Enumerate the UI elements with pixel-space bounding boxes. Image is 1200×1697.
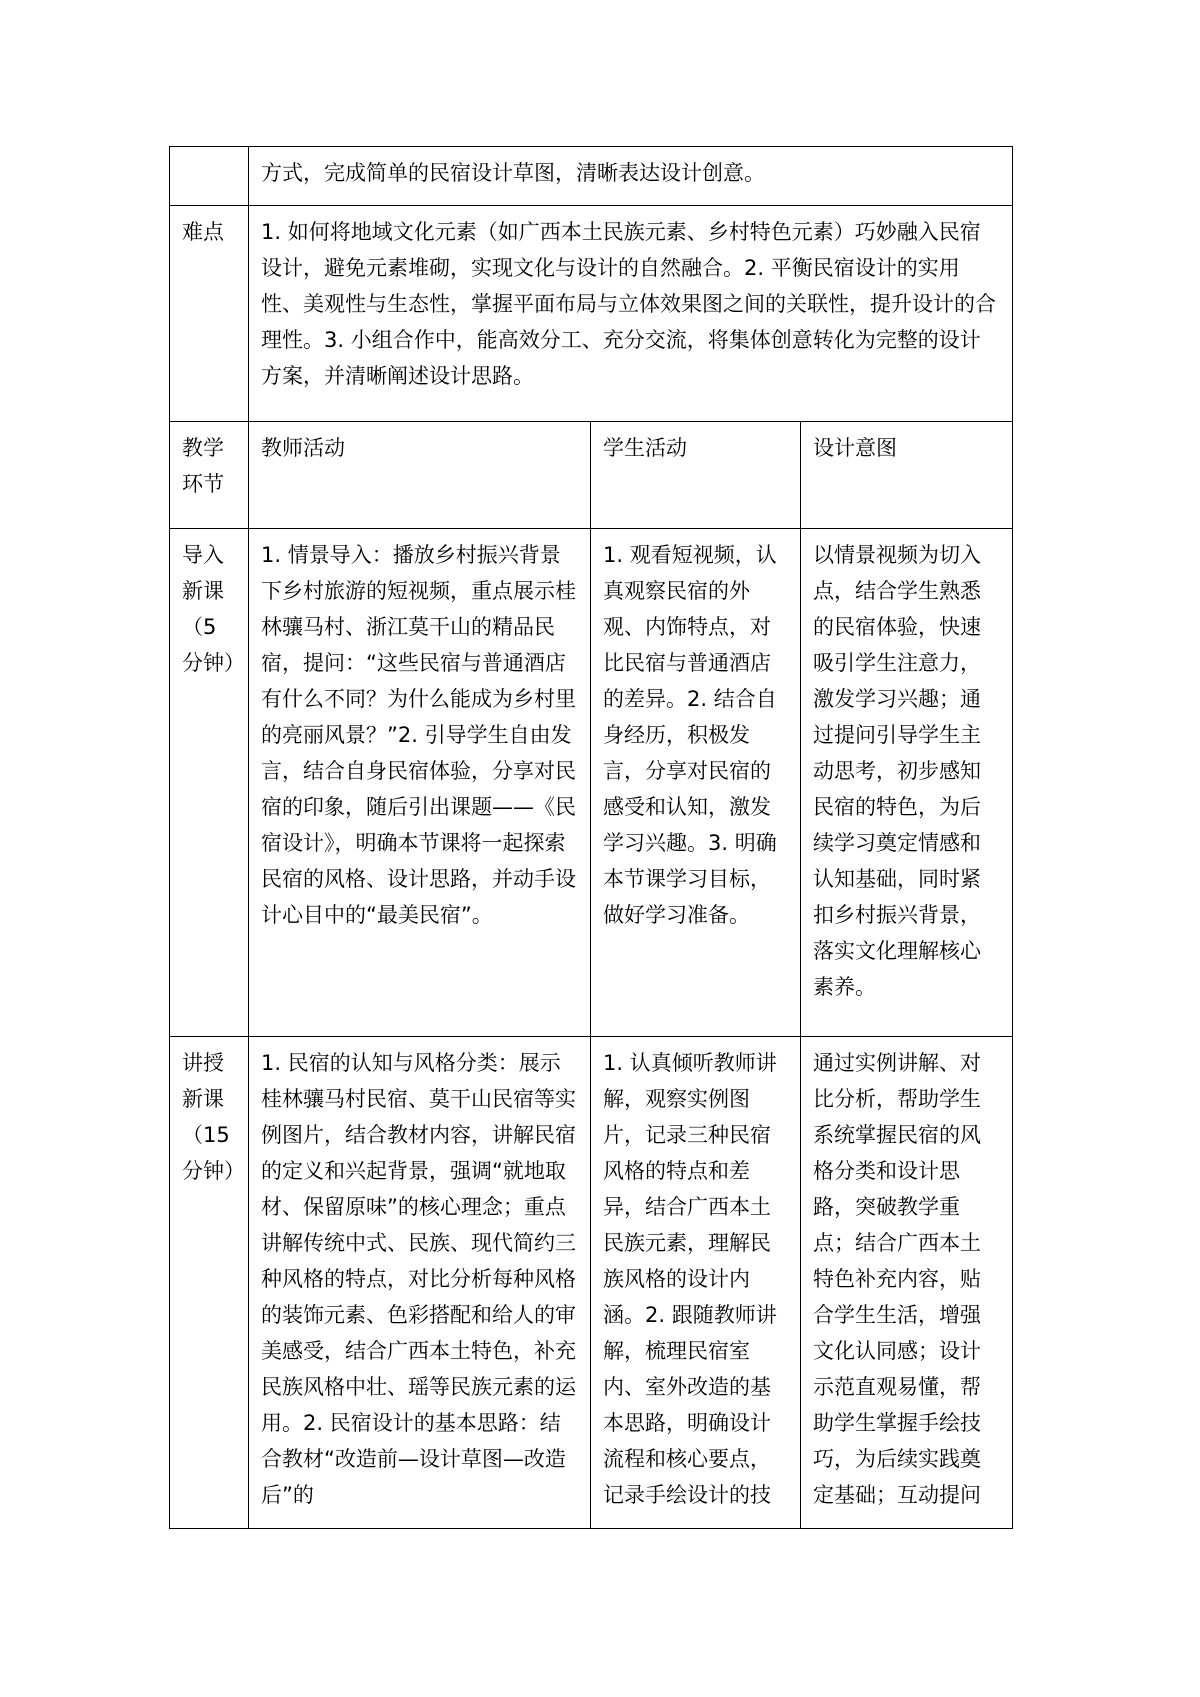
header-stage: 教学环节 [170, 422, 249, 529]
intro-stage: 导入新课（5分钟） [170, 529, 249, 1037]
table-row-new-lesson [170, 1037, 1013, 1529]
difficulty-content: 1. 如何将地域文化元素（如广西本土民族元素、乡村特色元素）巧妙融入民宿设计，避免元素堆砌，实现文化与设计的自然融合。2. 平衡民宿设计的实用性、美观性与生态性，掌握平面布局与立体效果图之间的关联性，提升设计的合理性。3. 小组合作中，能高效分工、充分交流，将集体创意转化为完整的设计方案，并清晰阐述设计思路。 [249, 206, 1013, 422]
new-lesson-teacher-activity: 1. 民宿的认知与风格分类：展示桂林骧马村民宿、莫干山民宿等实例图片，结合教材内容，讲解民宿的定义和兴起背景，强调“就地取材、保留原味”的核心理念；重点讲解传统中式、民族、现代简约三种风格的特点，对比分析每种风格的装饰元素、色彩搭配和给人的审美感受，结合广西本土特色，补充民族风格中壮、瑶等民族元素的运用。2. 民宿设计的基本思路：结合教材“改造前—设计草图—改造后”的 [249, 1037, 591, 1529]
new-lesson-design-intent: 通过实例讲解、对比分析，帮助学生系统掌握民宿的风格分类和设计思路，突破教学重点；结合广西本土特色补充内容，贴合学生生活，增强文化认同感；设计示范直观易懂，帮助学生掌握手绘技巧，为后续实践奠定基础；互动提问 [801, 1037, 1013, 1529]
table-row-intro [170, 529, 1013, 1037]
continuation-label-cell [170, 147, 249, 206]
intro-student-activity: 1. 观看短视频，认真观察民宿的外观、内饰特点，对比民宿与普通酒店的差异。2. 结合自身经历，积极发言，分享对民宿的感受和认知，激发学习兴趣。3. 明确本节课学习目标，做好学习准备。 [591, 529, 801, 1037]
difficulty-label: 难点 [170, 206, 249, 422]
intro-design-intent: 以情景视频为切入点，结合学生熟悉的民宿体验，快速吸引学生注意力，激发学习兴趣；通过提问引导学生主动思考，初步感知民宿的特色，为后续学习奠定情感和认知基础，同时紧扣乡村振兴背景，落实文化理解核心素养。 [801, 529, 1013, 1037]
continuation-content-cell: 方式，完成简单的民宿设计草图，清晰表达设计创意。 [249, 147, 1013, 206]
new-lesson-stage: 讲授新课（15分钟） [170, 1037, 249, 1529]
table-row-difficulty [170, 206, 1013, 422]
lesson-plan-table [169, 146, 1013, 1529]
table-header-row [170, 422, 1013, 529]
intro-teacher-activity: 1. 情景导入：播放乡村振兴背景下乡村旅游的短视频，重点展示桂林骧马村、浙江莫干山的精品民宿，提问：“这些民宿与普通酒店有什么不同？为什么能成为乡村里的亮丽风景？”2. 引导学生自由发言，结合自身民宿体验，分享对民宿的印象，随后引出课题——《民宿设计》，明确本节课将一起探索民宿的风格、设计思路，并动手设计心目中的“最美民宿”。 [249, 529, 591, 1037]
table-row-continuation [170, 147, 1013, 206]
new-lesson-student-activity: 1. 认真倾听教师讲解，观察实例图片，记录三种民宿风格的特点和差异，结合广西本土民族元素，理解民族风格的设计内涵。2. 跟随教师讲解，梳理民宿室内、室外改造的基本思路，明确设计流程和核心要点，记录手绘设计的技 [591, 1037, 801, 1529]
header-design-intent: 设计意图 [801, 422, 1013, 529]
header-teacher-activity: 教师活动 [249, 422, 591, 529]
header-student-activity: 学生活动 [591, 422, 801, 529]
